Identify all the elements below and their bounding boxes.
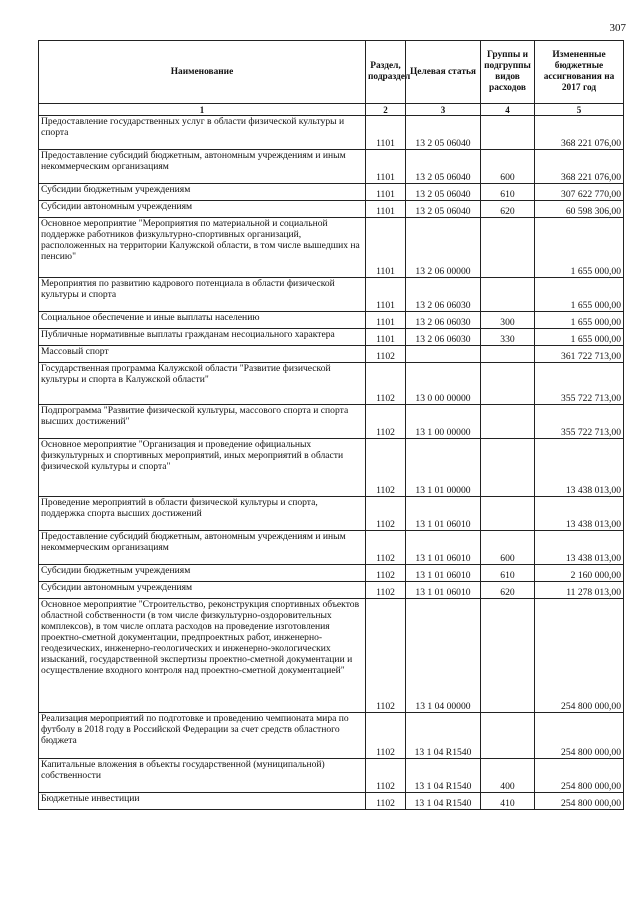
row-name: Основное мероприятие "Организация и проведение официальных физкультурных и спортивных мероприятий, иных мероприятий в области физической культуры и спорта" xyxy=(39,439,366,497)
row-group xyxy=(481,116,535,150)
row-amount: 13 438 013,00 xyxy=(535,497,624,531)
row-group: 610 xyxy=(481,184,535,201)
row-amount: 2 160 000,00 xyxy=(535,565,624,582)
row-article: 13 1 04 00000 xyxy=(406,599,481,713)
row-article: 13 1 01 06010 xyxy=(406,531,481,565)
row-name: Реализация мероприятий по подготовке и проведению чемпионата мира по футболу в 2018 году в Российской Федерации за счет средств областного бюджета xyxy=(39,713,366,759)
row-group: 300 xyxy=(481,312,535,329)
row-article: 13 2 05 06040 xyxy=(406,184,481,201)
row-article: 13 2 06 00000 xyxy=(406,218,481,278)
row-section: 1102 xyxy=(366,793,406,810)
row-name: Предоставление государственных услуг в области физической культуры и спорта xyxy=(39,116,366,150)
row-article: 13 2 05 06040 xyxy=(406,201,481,218)
row-group xyxy=(481,405,535,439)
table-row xyxy=(39,759,624,793)
table-row xyxy=(39,497,624,531)
row-name: Подпрограмма "Развитие физической культуры, массового спорта и спорта высших достижений" xyxy=(39,405,366,439)
row-amount: 1 655 000,00 xyxy=(535,218,624,278)
header-name: Наименование xyxy=(39,41,366,104)
row-section: 1101 xyxy=(366,150,406,184)
row-group xyxy=(481,713,535,759)
row-group xyxy=(481,599,535,713)
budget-table xyxy=(38,40,624,810)
row-section: 1102 xyxy=(366,497,406,531)
row-article: 13 2 05 06040 xyxy=(406,150,481,184)
row-group: 600 xyxy=(481,150,535,184)
row-amount: 355 722 713,00 xyxy=(535,405,624,439)
row-name: Предоставление субсидий бюджетным, автономным учреждениям и иным некоммерческим организациям xyxy=(39,150,366,184)
row-section: 1102 xyxy=(366,713,406,759)
row-name: Предоставление субсидий бюджетным, автономным учреждениям и иным некоммерческим организациям xyxy=(39,531,366,565)
column-number: 4 xyxy=(481,104,535,116)
row-amount: 254 800 000,00 xyxy=(535,599,624,713)
row-section: 1102 xyxy=(366,759,406,793)
row-amount: 361 722 713,00 xyxy=(535,346,624,363)
page-number: 307 xyxy=(609,22,626,34)
row-name: Основное мероприятие "Мероприятия по материальной и социальной поддержке работников физкультурно-спортивных организаций, расположенных на территории Калужской области, в том числе вышедших на пенсию" xyxy=(39,218,366,278)
table-row xyxy=(39,346,624,363)
row-article: 13 1 01 06010 xyxy=(406,497,481,531)
row-article: 13 1 01 06010 xyxy=(406,582,481,599)
row-group: 610 xyxy=(481,565,535,582)
row-name: Субсидии автономным учреждениям xyxy=(39,582,366,599)
row-article: 13 1 01 06010 xyxy=(406,565,481,582)
row-article xyxy=(406,346,481,363)
row-article: 13 1 04 R1540 xyxy=(406,759,481,793)
row-section: 1102 xyxy=(366,363,406,405)
row-group: 620 xyxy=(481,201,535,218)
row-amount: 254 800 000,00 xyxy=(535,759,624,793)
table-row xyxy=(39,582,624,599)
row-section: 1102 xyxy=(366,439,406,497)
row-name: Социальное обеспечение и иные выплаты населению xyxy=(39,312,366,329)
row-group: 600 xyxy=(481,531,535,565)
table-row xyxy=(39,329,624,346)
row-amount: 355 722 713,00 xyxy=(535,363,624,405)
row-article: 13 1 04 R1540 xyxy=(406,793,481,810)
row-group: 620 xyxy=(481,582,535,599)
row-amount: 368 221 076,00 xyxy=(535,150,624,184)
table-row xyxy=(39,599,624,713)
table-row xyxy=(39,439,624,497)
row-group xyxy=(481,439,535,497)
row-amount: 307 622 770,00 xyxy=(535,184,624,201)
row-name: Капитальные вложения в объекты государственной (муниципальной) собственности xyxy=(39,759,366,793)
row-amount: 60 598 306,00 xyxy=(535,201,624,218)
row-name: Субсидии бюджетным учреждениям xyxy=(39,184,366,201)
column-number: 2 xyxy=(366,104,406,116)
table-row xyxy=(39,150,624,184)
header-article: Целевая статья xyxy=(406,41,481,104)
row-section: 1101 xyxy=(366,312,406,329)
row-article: 13 1 00 00000 xyxy=(406,405,481,439)
row-section: 1102 xyxy=(366,582,406,599)
row-article: 13 2 06 06030 xyxy=(406,278,481,312)
row-amount: 1 655 000,00 xyxy=(535,329,624,346)
table-row xyxy=(39,218,624,278)
row-group: 400 xyxy=(481,759,535,793)
table-row xyxy=(39,312,624,329)
row-section: 1101 xyxy=(366,116,406,150)
row-group xyxy=(481,346,535,363)
row-name: Основное мероприятие "Строительство, реконструкция спортивных объектов областной собственности (в том числе физкультурно-оздоровительных комплексов), в том числе оплата расходов на проведение изготовления проектно-сметной документации, предпроектных работ, инженерно-геодезических, инженерно-геологических и инженерно-экологических изысканий, государственной экспертизы проектно-сметной документации и осуществление входного контроля над проектно-сметной документацией" xyxy=(39,599,366,713)
row-article: 13 1 04 R1540 xyxy=(406,713,481,759)
row-article: 13 0 00 00000 xyxy=(406,363,481,405)
table-row xyxy=(39,531,624,565)
table-row xyxy=(39,116,624,150)
column-number-row xyxy=(39,104,624,116)
table-row xyxy=(39,565,624,582)
row-amount: 254 800 000,00 xyxy=(535,793,624,810)
row-amount: 13 438 013,00 xyxy=(535,439,624,497)
header-group: Группы и подгруппы видов расходов xyxy=(481,41,535,104)
row-section: 1102 xyxy=(366,531,406,565)
row-section: 1101 xyxy=(366,278,406,312)
row-name: Государственная программа Калужской области "Развитие физической культуры и спорта в Калужской области" xyxy=(39,363,366,405)
table-row xyxy=(39,713,624,759)
row-group xyxy=(481,497,535,531)
row-section: 1102 xyxy=(366,565,406,582)
row-section: 1102 xyxy=(366,405,406,439)
row-amount: 11 278 013,00 xyxy=(535,582,624,599)
row-group xyxy=(481,278,535,312)
header-section: Раздел, подраздел xyxy=(366,41,406,104)
table-row xyxy=(39,405,624,439)
row-group xyxy=(481,218,535,278)
column-number: 1 xyxy=(39,104,366,116)
row-name: Субсидии автономным учреждениям xyxy=(39,201,366,218)
row-amount: 368 221 076,00 xyxy=(535,116,624,150)
table-row xyxy=(39,363,624,405)
row-amount: 1 655 000,00 xyxy=(535,312,624,329)
row-amount: 13 438 013,00 xyxy=(535,531,624,565)
row-section: 1101 xyxy=(366,329,406,346)
row-section: 1101 xyxy=(366,184,406,201)
row-name: Мероприятия по развитию кадрового потенциала в области физической культуры и спорта xyxy=(39,278,366,312)
row-group: 330 xyxy=(481,329,535,346)
column-number: 3 xyxy=(406,104,481,116)
row-name: Публичные нормативные выплаты гражданам несоциального характера xyxy=(39,329,366,346)
row-section: 1101 xyxy=(366,201,406,218)
row-section: 1102 xyxy=(366,346,406,363)
table-row xyxy=(39,278,624,312)
table-row xyxy=(39,201,624,218)
row-amount: 1 655 000,00 xyxy=(535,278,624,312)
row-group: 410 xyxy=(481,793,535,810)
row-amount: 254 800 000,00 xyxy=(535,713,624,759)
header-amount: Измененные бюджетные ассигнования на 2017 год xyxy=(535,41,624,104)
row-name: Проведение мероприятий в области физической культуры и спорта, поддержка спорта высших достижений xyxy=(39,497,366,531)
table-row xyxy=(39,793,624,810)
row-group xyxy=(481,363,535,405)
row-section: 1101 xyxy=(366,218,406,278)
table-header-row xyxy=(39,41,624,104)
row-section: 1102 xyxy=(366,599,406,713)
row-article: 13 2 05 06040 xyxy=(406,116,481,150)
row-name: Субсидии бюджетным учреждениям xyxy=(39,565,366,582)
row-article: 13 2 06 06030 xyxy=(406,312,481,329)
row-name: Бюджетные инвестиции xyxy=(39,793,366,810)
table-row xyxy=(39,184,624,201)
row-name: Массовый спорт xyxy=(39,346,366,363)
column-number: 5 xyxy=(535,104,624,116)
row-article: 13 1 01 00000 xyxy=(406,439,481,497)
row-article: 13 2 06 06030 xyxy=(406,329,481,346)
